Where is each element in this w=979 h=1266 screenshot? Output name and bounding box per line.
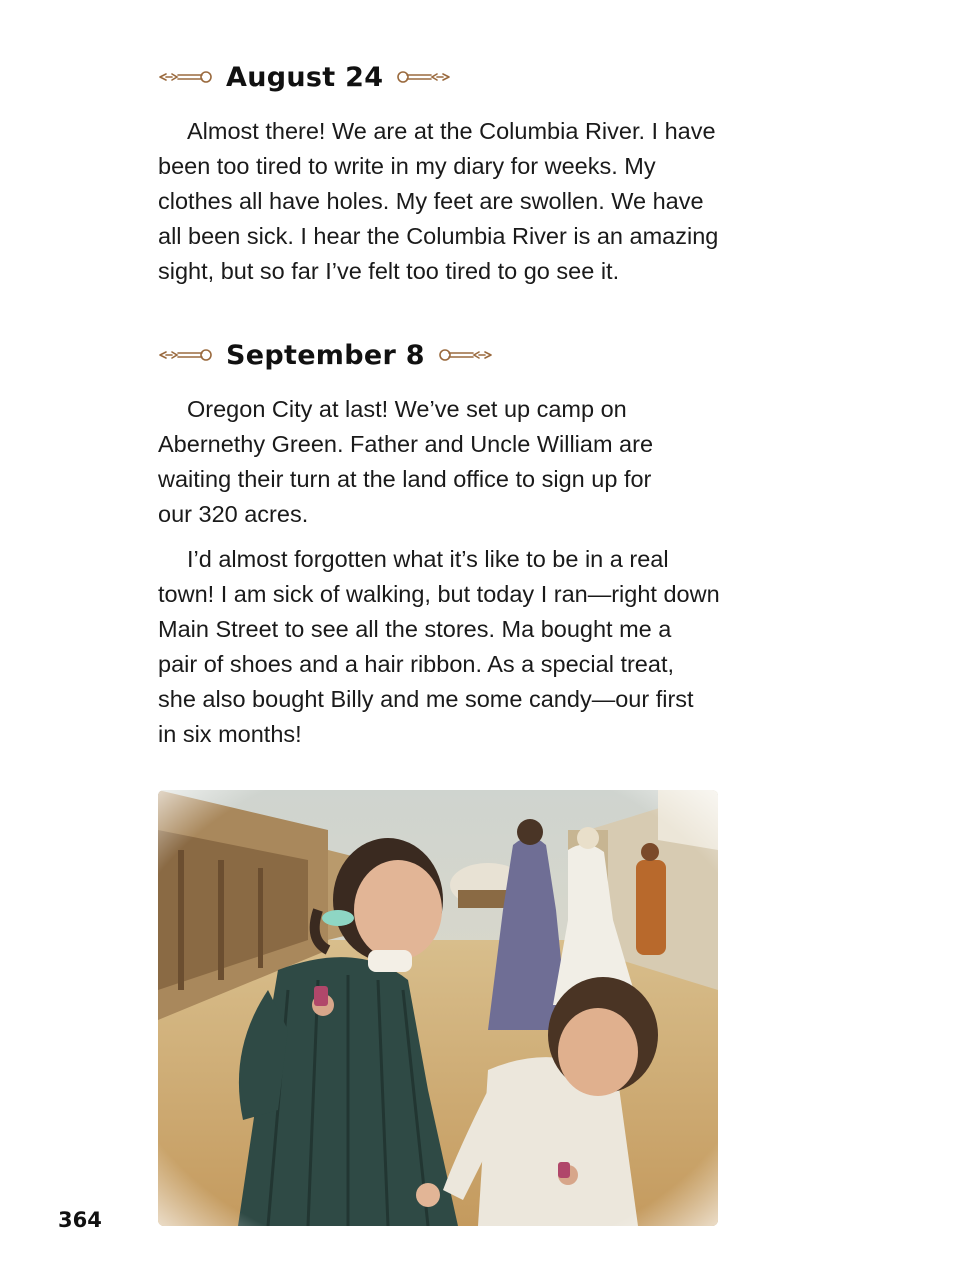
left-flourish-icon	[158, 347, 214, 363]
town-street-illustration	[158, 790, 718, 1226]
right-flourish-icon	[395, 69, 451, 85]
entry-date: September 8	[226, 339, 425, 371]
entry-date: August 24	[226, 61, 384, 93]
entry-heading-september-8	[158, 335, 493, 375]
page-number: 364	[58, 1208, 102, 1232]
entry-paragraph: Almost there! We are at the Columbia River. I have been too tired to write in my diary for weeks. My clothes all have holes. My feet are swollen. We have all been sick. I hear the Columbia River is an amazing sight, but so far I’ve felt too tired to go see it.	[158, 118, 719, 284]
entry-paragraph: Oregon City at last! We’ve set up camp on Abernethy Green. Father and Uncle William are waiting their turn at the land office to sign up for our 320 acres.	[158, 396, 654, 527]
entry-heading-august-24	[158, 57, 451, 97]
left-flourish-icon	[158, 69, 214, 85]
entry-paragraph: I’d almost forgotten what it’s like to be in a real town! I am sick of walking, but today I ran—right down Main Street to see all the stores. Ma bought me a pair of shoes and a hair ribbon. As a special treat, she also bought Billy and me some candy—our first in six months!	[158, 546, 720, 747]
right-flourish-icon	[437, 347, 493, 363]
